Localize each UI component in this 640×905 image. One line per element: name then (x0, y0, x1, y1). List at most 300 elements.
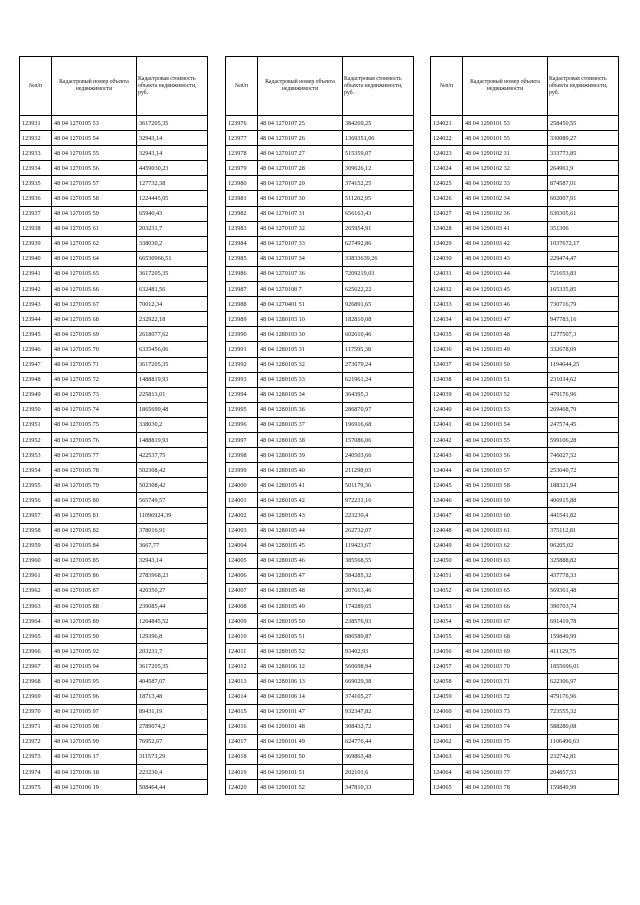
header-cadastral-number: Кадастровый номер объекта недвижимости (258, 57, 343, 116)
cadastral-number: 48 04 1280105 44 (258, 523, 343, 538)
row-number: 123942 (20, 282, 52, 297)
table-row (20, 749, 208, 764)
cadastral-number: 48 04 1290101 55 (463, 131, 548, 146)
cadastral-value: 375112,81 (548, 523, 619, 538)
table-row (226, 432, 414, 447)
cadastral-number: 48 04 1270107 26 (258, 131, 343, 146)
cadastral-number: 48 04 1270105 85 (52, 553, 137, 568)
cadastral-value: 502308,42 (137, 478, 208, 493)
cadastral-value: 231034,62 (548, 372, 619, 387)
table-row (431, 508, 619, 523)
cadastral-number: 48 04 1290103 74 (463, 719, 548, 734)
cadastral-value: 404587,07 (137, 674, 208, 689)
cadastral-number: 48 04 1280105 47 (258, 568, 343, 583)
row-number: 123945 (20, 327, 52, 342)
cadastral-value: 364395,3 (343, 387, 414, 402)
cadastral-value: 1369351,06 (343, 131, 414, 146)
table-row (431, 538, 619, 553)
cadastral-value: 174289,65 (343, 599, 414, 614)
row-number: 124033 (431, 297, 463, 312)
cadastral-number: 48 04 1280105 33 (258, 372, 343, 387)
table-row (226, 327, 414, 342)
table-row (226, 629, 414, 644)
cadastral-number: 48 04 1290103 53 (463, 402, 548, 417)
table-row (431, 583, 619, 598)
row-number: 124056 (431, 644, 463, 659)
cadastral-number: 48 04 1270105 77 (52, 448, 137, 463)
cadastral-value: 691419,78 (548, 614, 619, 629)
cadastral-value: 4459030,23 (137, 161, 208, 176)
row-number: 124065 (431, 780, 463, 795)
row-number: 124049 (431, 538, 463, 553)
cadastral-value: 3617205,35 (137, 266, 208, 281)
row-number: 123996 (226, 417, 258, 432)
table-row (431, 116, 619, 131)
header-cadastral-number: Кадастровый номер объекта недвижимости (52, 57, 137, 116)
cadastral-value: 886589,87 (343, 629, 414, 644)
cadastral-value: 253040,72 (548, 463, 619, 478)
row-number: 124002 (226, 508, 258, 523)
table-body (226, 116, 414, 795)
table-row (226, 478, 414, 493)
row-number: 123934 (20, 161, 52, 176)
table-row (431, 734, 619, 749)
row-number: 123979 (226, 161, 258, 176)
cadastral-number: 48 04 1290103 46 (463, 297, 548, 312)
cadastral-value: 396703,74 (548, 599, 619, 614)
table-row (431, 493, 619, 508)
table-row (431, 674, 619, 689)
cadastral-value: 1488819,93 (137, 432, 208, 447)
cadastral-value: 203231,7 (137, 644, 208, 659)
cadastral-value: 622306,97 (548, 674, 619, 689)
cadastral-number: 48 04 1270107 33 (258, 236, 343, 251)
header-cadastral-value: Кадастровая стоимость объекта недвижимости, руб. (137, 57, 208, 116)
cadastral-value: 93402,93 (343, 644, 414, 659)
table-row (226, 206, 414, 221)
row-number: 124013 (226, 674, 258, 689)
cadastral-value: 3667,77 (137, 538, 208, 553)
table-row (20, 266, 208, 281)
row-number: 123986 (226, 266, 258, 281)
row-number: 124005 (226, 553, 258, 568)
cadastral-value: 127732,38 (137, 176, 208, 191)
table-row (226, 674, 414, 689)
row-number: 124009 (226, 614, 258, 629)
cadastral-number: 48 04 1280103 10 (258, 312, 343, 327)
cadastral-number: 48 04 1290101 52 (258, 780, 343, 795)
table-row (226, 734, 414, 749)
header-num: №п/п (20, 57, 52, 116)
cadastral-value: 32943,14 (137, 553, 208, 568)
table-row (226, 599, 414, 614)
row-number: 123984 (226, 236, 258, 251)
cadastral-value: 182810,08 (343, 312, 414, 327)
row-number: 123995 (226, 402, 258, 417)
table-row (431, 342, 619, 357)
table-row (431, 478, 619, 493)
row-number: 123997 (226, 432, 258, 447)
row-number: 123952 (20, 432, 52, 447)
cadastral-value: 204857,53 (548, 765, 619, 780)
cadastral-value: 347810,33 (343, 780, 414, 795)
cadastral-number: 48 04 1290102 33 (463, 176, 548, 191)
table-row (226, 508, 414, 523)
cadastral-number: 48 04 1270105 73 (52, 387, 137, 402)
cadastral-number: 48 04 1280106 14 (258, 689, 343, 704)
table-row (226, 644, 414, 659)
table-row (431, 221, 619, 236)
cadastral-value: 247574,45 (548, 417, 619, 432)
cadastral-number: 48 04 1280105 49 (258, 599, 343, 614)
cadastral-number: 48 04 1280105 36 (258, 402, 343, 417)
cadastral-value: 32943,14 (137, 146, 208, 161)
cadastral-number: 48 04 1270105 88 (52, 599, 137, 614)
cadastral-value: 437778,33 (548, 568, 619, 583)
table-row (20, 221, 208, 236)
cadastral-value: 269468,79 (548, 402, 619, 417)
row-number: 123948 (20, 372, 52, 387)
cadastral-number: 48 04 1280105 37 (258, 417, 343, 432)
cadastral-value: 422537,75 (137, 448, 208, 463)
cadastral-number: 48 04 1280105 41 (258, 478, 343, 493)
cadastral-number: 48 04 1270105 80 (52, 493, 137, 508)
table-row (226, 176, 414, 191)
table-row (226, 251, 414, 266)
table-row (20, 387, 208, 402)
table-row (20, 599, 208, 614)
table-row (20, 417, 208, 432)
row-number: 123962 (20, 583, 52, 598)
cadastral-number: 48 04 1290103 45 (463, 282, 548, 297)
row-number: 124055 (431, 629, 463, 644)
row-number: 123968 (20, 674, 52, 689)
cadastral-value: 6335456,06 (137, 342, 208, 357)
cadastral-number: 48 04 1290102 36 (463, 206, 548, 221)
row-number: 124003 (226, 523, 258, 538)
cadastral-value: 1264845,52 (137, 614, 208, 629)
cadastral-number: 48 04 1270105 79 (52, 478, 137, 493)
row-number: 123958 (20, 523, 52, 538)
cadastral-number: 48 04 1270105 90 (52, 629, 137, 644)
table-row (226, 417, 414, 432)
row-number: 123971 (20, 719, 52, 734)
table-row (20, 553, 208, 568)
cadastral-number: 48 04 1280105 43 (258, 508, 343, 523)
cadastral-number: 48 04 1290103 51 (463, 372, 548, 387)
cadastral-value: 1037672,17 (548, 236, 619, 251)
cadastral-number: 48 04 1290101 51 (258, 765, 343, 780)
row-number: 124025 (431, 176, 463, 191)
cadastral-value: 602610,46 (343, 327, 414, 342)
row-number: 123983 (226, 221, 258, 236)
row-number: 123960 (20, 553, 52, 568)
cadastral-number: 48 04 1290103 57 (463, 463, 548, 478)
cadastral-value: 602007,91 (548, 191, 619, 206)
cadastral-value: 669029,38 (343, 674, 414, 689)
row-number: 123939 (20, 236, 52, 251)
cadastral-value: 3617205,35 (137, 659, 208, 674)
cadastral-value: 411129,75 (548, 644, 619, 659)
row-number: 123972 (20, 734, 52, 749)
cadastral-number: 48 04 1270107 28 (258, 161, 343, 176)
row-number: 124040 (431, 402, 463, 417)
table-row (226, 116, 414, 131)
cadastral-number: 48 04 1290103 48 (463, 327, 548, 342)
row-number: 124020 (226, 780, 258, 795)
cadastral-value: 202101,6 (343, 765, 414, 780)
table-row (431, 719, 619, 734)
table-row (20, 146, 208, 161)
cadastral-value: 1855696,01 (548, 659, 619, 674)
row-number: 123954 (20, 463, 52, 478)
table-row (431, 689, 619, 704)
table-row (431, 282, 619, 297)
cadastral-number: 48 04 1270105 95 (52, 674, 137, 689)
cadastral-number: 48 04 1270105 61 (52, 221, 137, 236)
table-row (226, 689, 414, 704)
row-number: 124030 (431, 251, 463, 266)
cadastral-number: 48 04 1290103 50 (463, 357, 548, 372)
cadastral-number: 48 04 1270105 71 (52, 357, 137, 372)
row-number: 124045 (431, 478, 463, 493)
cadastral-value: 932347,82 (343, 704, 414, 719)
header-cadastral-value: Кадастровая стоимость объекта недвижимости, руб. (343, 57, 414, 116)
row-number: 123977 (226, 131, 258, 146)
cadastral-value: 1224445,05 (137, 191, 208, 206)
cadastral-value: 599106,28 (548, 432, 619, 447)
cadastral-number: 48 04 1290103 43 (463, 251, 548, 266)
cadastral-value: 165335,85 (548, 282, 619, 297)
cadastral-number: 48 04 1270105 67 (52, 297, 137, 312)
table-row (431, 191, 619, 206)
row-number: 123965 (20, 629, 52, 644)
table-row (431, 402, 619, 417)
cadastral-number: 48 04 1270105 92 (52, 644, 137, 659)
cadastral-value: 1277507,3 (548, 327, 619, 342)
row-number: 123961 (20, 568, 52, 583)
row-number: 123964 (20, 614, 52, 629)
cadastral-value: 33833639,26 (343, 251, 414, 266)
cadastral-number: 48 04 1290103 52 (463, 387, 548, 402)
cadastral-value: 96205,02 (548, 538, 619, 553)
table-row (226, 372, 414, 387)
row-number: 124038 (431, 372, 463, 387)
table-row (431, 417, 619, 432)
cadastral-value: 384269,25 (343, 116, 414, 131)
table-row (431, 644, 619, 659)
cadastral-number: 48 04 1270107 30 (258, 191, 343, 206)
table-row (20, 357, 208, 372)
table-row (20, 297, 208, 312)
row-number: 123946 (20, 342, 52, 357)
cadastral-number: 48 04 1290102 31 (463, 146, 548, 161)
cadastral-number: 48 04 1280106 13 (258, 674, 343, 689)
table-row (431, 765, 619, 780)
cadastral-value: 2783968,23 (137, 568, 208, 583)
table-row (431, 614, 619, 629)
row-number: 123941 (20, 266, 52, 281)
cadastral-number: 48 04 1270105 99 (52, 734, 137, 749)
cadastral-number: 48 04 1270105 62 (52, 236, 137, 251)
cadastral-value: 515359,07 (343, 146, 414, 161)
cadastral-number: 48 04 1290103 47 (463, 312, 548, 327)
cadastral-value: 511202,95 (343, 191, 414, 206)
cadastral-value: 569361,48 (548, 583, 619, 598)
table-row (20, 372, 208, 387)
cadastral-value: 157086,06 (343, 432, 414, 447)
row-number: 124026 (431, 191, 463, 206)
row-number: 124032 (431, 282, 463, 297)
cadastral-value: 203231,7 (137, 221, 208, 236)
table-row (20, 432, 208, 447)
table-row (20, 583, 208, 598)
table-row (20, 463, 208, 478)
cadastral-value: 332678,09 (548, 342, 619, 357)
cadastral-number: 48 04 1290103 44 (463, 266, 548, 281)
cadastral-number: 48 04 1270105 54 (52, 131, 137, 146)
row-number: 124012 (226, 659, 258, 674)
cadastral-value: 479176,96 (548, 689, 619, 704)
cadastral-number: 48 04 1290103 41 (463, 221, 548, 236)
table-row (431, 553, 619, 568)
table-row (431, 372, 619, 387)
row-number: 123990 (226, 327, 258, 342)
cadastral-number: 48 04 1270105 58 (52, 191, 137, 206)
cadastral-number: 48 04 1280105 50 (258, 614, 343, 629)
row-number: 123976 (226, 116, 258, 131)
cadastral-number: 48 04 1270105 86 (52, 568, 137, 583)
table-row (20, 659, 208, 674)
cadastral-number: 48 04 1290103 63 (463, 553, 548, 568)
row-number: 123975 (20, 780, 52, 795)
row-number: 124019 (226, 765, 258, 780)
table-row (431, 206, 619, 221)
cadastral-number: 48 04 1280105 46 (258, 553, 343, 568)
row-number: 124042 (431, 432, 463, 447)
cadastral-value: 188321,94 (548, 478, 619, 493)
row-number: 124001 (226, 493, 258, 508)
cadastral-value: 374105,27 (343, 689, 414, 704)
cadastral-value: 378016,91 (137, 523, 208, 538)
table-row (20, 131, 208, 146)
row-number: 124063 (431, 749, 463, 764)
cadastral-value: 232922,18 (137, 312, 208, 327)
cadastral-number: 48 04 1290103 60 (463, 508, 548, 523)
cadastral-value: 1488819,93 (137, 372, 208, 387)
row-number: 124011 (226, 644, 258, 659)
table-header-row (226, 57, 414, 116)
cadastral-number: 48 04 1290103 62 (463, 538, 548, 553)
table-row (226, 583, 414, 598)
cadastral-number: 48 04 1270107 36 (258, 266, 343, 281)
cadastral-number: 48 04 1270105 82 (52, 523, 137, 538)
table-row (226, 146, 414, 161)
cadastral-value: 65940,43 (137, 206, 208, 221)
row-number: 123959 (20, 538, 52, 553)
cadastral-number: 48 04 1290101 48 (258, 719, 343, 734)
header-num: №п/п (431, 57, 463, 116)
cadastral-value: 238576,93 (343, 614, 414, 629)
cadastral-value: 89431,19 (137, 704, 208, 719)
row-number: 124047 (431, 508, 463, 523)
cadastral-number: 48 04 1280105 52 (258, 644, 343, 659)
table-row (20, 493, 208, 508)
cadastral-value: 947783,16 (548, 312, 619, 327)
row-number: 124017 (226, 734, 258, 749)
cadastral-value: 223230,4 (137, 765, 208, 780)
cadastral-number: 48 04 1290103 68 (463, 629, 548, 644)
table-row (226, 312, 414, 327)
table-row (20, 734, 208, 749)
table-row (20, 191, 208, 206)
cadastral-value: 264961,9 (548, 161, 619, 176)
row-number: 124015 (226, 704, 258, 719)
cadastral-value: 262732,07 (343, 523, 414, 538)
cadastral-value: 374152,25 (343, 176, 414, 191)
table-row (431, 463, 619, 478)
cadastral-value: 656163,43 (343, 206, 414, 221)
cadastral-number: 48 04 1270105 72 (52, 372, 137, 387)
table-row (226, 236, 414, 251)
row-number: 124064 (431, 765, 463, 780)
row-number: 124058 (431, 674, 463, 689)
row-number: 123991 (226, 342, 258, 357)
row-number: 124046 (431, 493, 463, 508)
table-row (226, 765, 414, 780)
table-body (431, 116, 619, 795)
table-row (431, 659, 619, 674)
table-row (431, 251, 619, 266)
cadastral-value: 311573,29 (137, 749, 208, 764)
table-row (431, 629, 619, 644)
table-row (431, 749, 619, 764)
row-number: 123953 (20, 448, 52, 463)
cadastral-value: 501179,36 (343, 478, 414, 493)
cadastral-value: 119423,67 (343, 538, 414, 553)
row-number: 124018 (226, 749, 258, 764)
table-row (226, 282, 414, 297)
row-number: 124050 (431, 553, 463, 568)
cadastral-value: 3617205,35 (137, 357, 208, 372)
cadastral-number: 48 04 1270105 78 (52, 463, 137, 478)
table-row (20, 312, 208, 327)
cadastral-value: 972231,16 (343, 493, 414, 508)
cadastral-value: 338030,2 (137, 236, 208, 251)
table-row (431, 176, 619, 191)
table-row (226, 780, 414, 795)
row-number: 124008 (226, 599, 258, 614)
cadastral-number: 48 04 1270108 7 (258, 282, 343, 297)
table-row (226, 297, 414, 312)
table-row (226, 553, 414, 568)
table-row (20, 206, 208, 221)
cadastral-number: 48 04 1280106 12 (258, 659, 343, 674)
row-number: 123970 (20, 704, 52, 719)
row-number: 123931 (20, 116, 52, 131)
cadastral-number: 48 04 1270107 31 (258, 206, 343, 221)
row-number: 124052 (431, 583, 463, 598)
header-cadastral-value: Кадастровая стоимость объекта недвижимости, руб. (548, 57, 619, 116)
cadastral-number: 48 04 1290103 67 (463, 614, 548, 629)
cadastral-value: 265954,91 (343, 221, 414, 236)
cadastral-number: 48 04 1280105 34 (258, 387, 343, 402)
cadastral-value: 508464,44 (137, 780, 208, 795)
cadastral-number: 48 04 1270107 29 (258, 176, 343, 191)
row-number: 123993 (226, 372, 258, 387)
row-number: 124041 (431, 417, 463, 432)
cadastral-value: 76952,07 (137, 734, 208, 749)
